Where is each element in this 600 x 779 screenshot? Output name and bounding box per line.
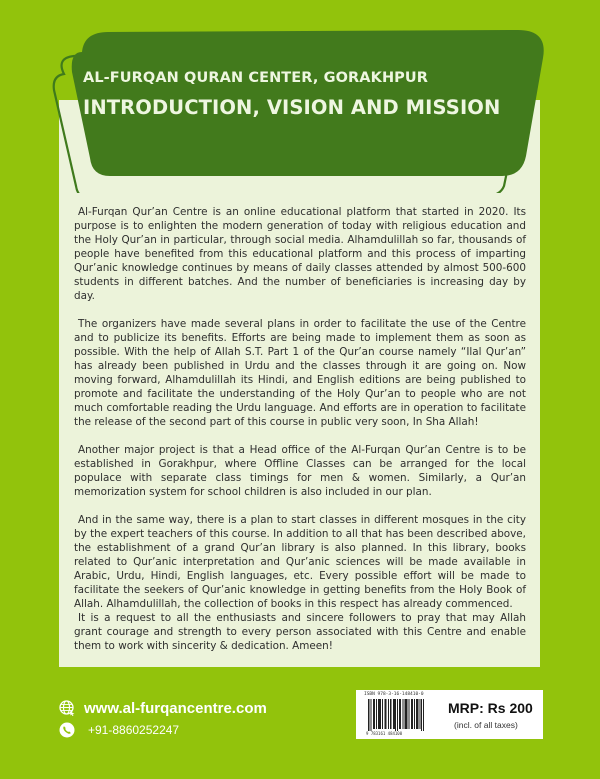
isbn-label: ISBN 978-3-16-148410-0 — [364, 692, 424, 697]
header-block — [83, 68, 500, 122]
phone-icon — [59, 722, 75, 738]
globe-icon — [59, 700, 75, 716]
paragraph-intro: Al-Furqan Qur’an Centre is an online educational platform that started in 2020. Its purpose is to enlighten the modern generation of today with religious education and the Holy Qur’an in particular, through social media. Alhamdulillah so far, thousands of people have benefited from this educational platform and this process of imparting Qur’anic knowledge continues by means of daily classes attended by almost 500-600 students in different batches. And the number of beneficiaries is increasing day by day. — [74, 206, 526, 302]
website-link[interactable]: www.al-furqancentre.com — [84, 699, 267, 717]
barcode-icon — [368, 699, 424, 731]
paragraph-head-office: Another major project is that a Head office of the Al-Furqan Qur’an Centre is to be established in Gorakhpur, where Offline Classes can be arranged for the local populace with separate class timings for men & women. Similarly, a Qur’an memorization system for school children is also included in our plan. — [74, 444, 526, 498]
website-row[interactable] — [59, 697, 267, 719]
contact-info — [59, 697, 267, 741]
phone-row[interactable] — [59, 719, 267, 741]
paragraph-plans: The organizers have made several plans in order to facilitate the use of the Centre and to publicize its benefits. Efforts are being made to implement them as soon as possible. With the help of Allah S.T. Part 1 of the Qur’an course namely “Ilal Qur’an” has already been published in Urdu and the classes through it are going on. Now moving forward, Alhamdulillah its Hindi, and English editions are being published to promote and facilitate the understanding of the Holy Qur’an to people who are not much comfortable reading the Urdu language. And efforts are in operation to facilitate the release of the second part of this course in public very soon, In Sha Allah! — [74, 318, 526, 428]
barcode-digits: 9 783161 484100 — [366, 731, 403, 736]
paragraph-library: And in the same way, there is a plan to start classes in different mosques in the city by the expert teachers of this course. In addition to all that has been described above, the establishment of a grand Qur’an library is also planned. In this library, books related to Qur’anic interpretation and Qur’anic sciences will be made available in Arabic, Urdu, Hindi, English languages, etc. Every possible effort will be made to facilitate the seekers of Qur’anic knowledge in getting benefits from the Holy Book of Allah. Alhamdulillah, the collection of books in this respect has already commenced. — [74, 514, 526, 610]
paragraph-request: It is a request to all the enthusiasts and sincere followers to pray that may Allah grant courage and strength to every person associated with this Centre and enable them to work with sincerity & dedication. Ameen! — [74, 612, 526, 652]
org-name: AL-FURQAN QURAN CENTER, GORAKHPUR — [83, 70, 429, 86]
tax-note: (incl. of all taxes) — [454, 720, 518, 730]
price-tag — [356, 690, 543, 739]
phone-number[interactable]: +91-8860252247 — [88, 723, 180, 737]
body-text — [74, 205, 526, 653]
mrp-price: MRP: Rs 200 — [448, 700, 533, 716]
page-title: INTRODUCTION, VISION AND MISSION — [83, 96, 501, 119]
